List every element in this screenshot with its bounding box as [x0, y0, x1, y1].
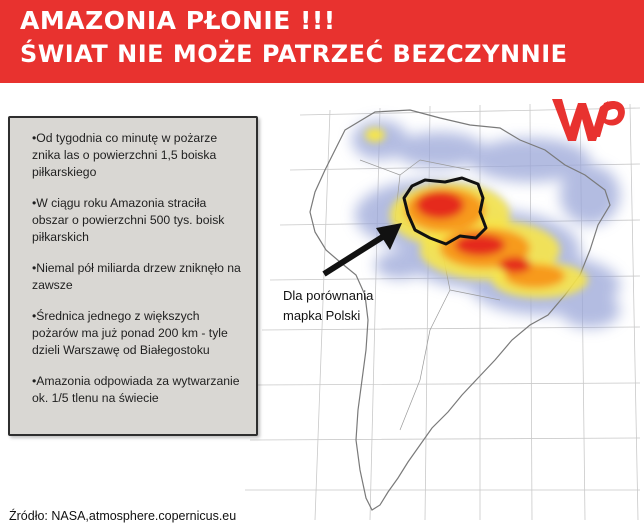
facts-box	[8, 116, 258, 436]
fact-item: •Niemal pół miliarda drzew zniknęło na zawsze	[32, 261, 241, 292]
annotation-line-1: Dla porównania	[283, 288, 374, 303]
source-credit: Źródło: NASA,atmosphere.copernicus.eu	[9, 509, 237, 523]
fact-item: •Średnica jednego z większych pożarów ma już ponad 200 km - tyle dzieli Warszawę od Białegostoku	[32, 309, 228, 357]
wp-logo-icon	[548, 93, 628, 145]
title-line-2: ŚWIAT NIE MOŻE PATRZEĆ BEZCZYNNIE	[20, 40, 568, 68]
annotation-line-2: mapka Polski	[283, 308, 361, 323]
fact-item: •W ciągu roku Amazonia straciła obszar o powierzchni 500 tys. boisk piłkarskich	[32, 196, 225, 244]
poland-comparison-label	[283, 286, 373, 326]
fact-item: •Od tygodnia co minutę w pożarze znika las o powierzchni 1,5 boiska piłkarskiego	[32, 131, 218, 179]
header-banner	[0, 0, 644, 83]
title-line-1: AMAZONIA PŁONIE !!!	[20, 6, 336, 35]
fact-item: •Amazonia odpowiada za wytwarzanie ok. 1/5 tlenu na świecie	[32, 374, 240, 405]
